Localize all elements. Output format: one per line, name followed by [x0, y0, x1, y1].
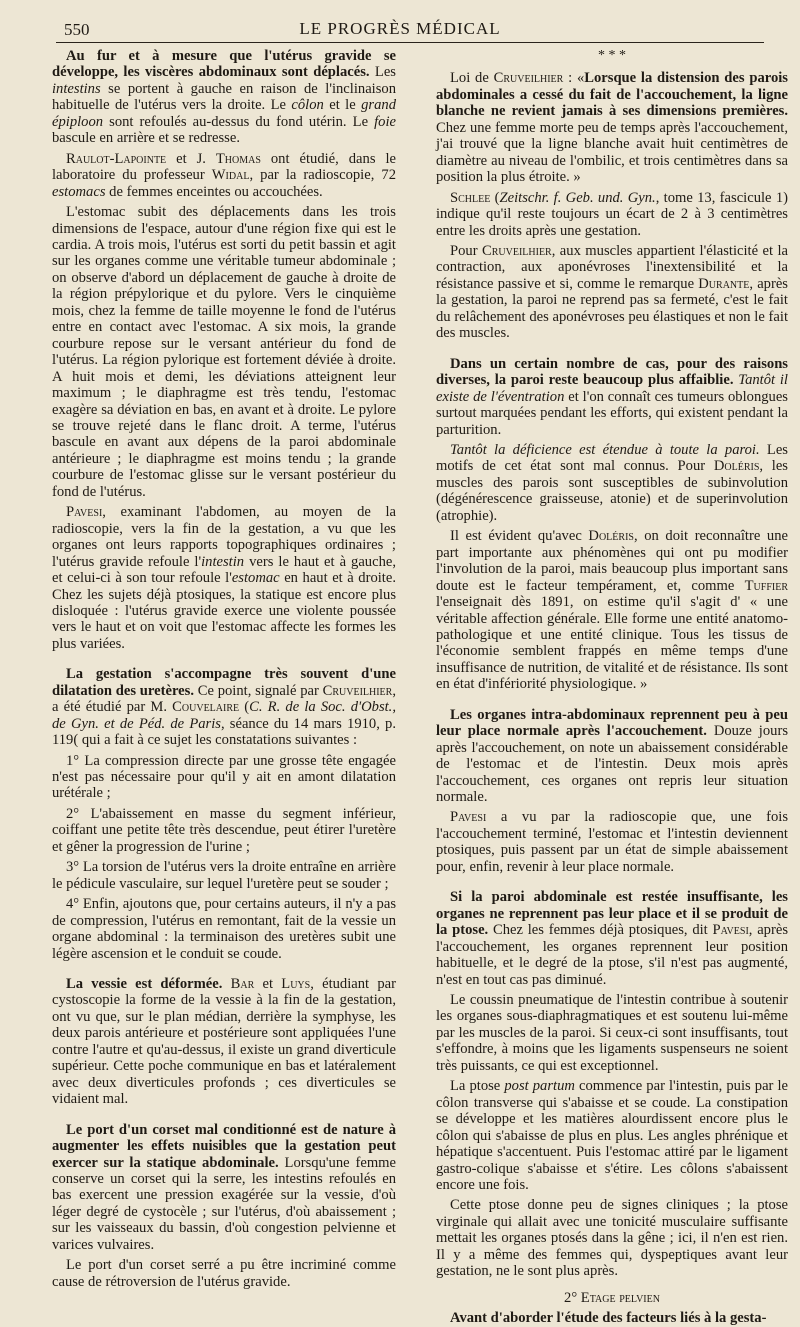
paragraph — [52, 48, 396, 147]
text: et — [254, 976, 282, 993]
author-name: Cruveilhier — [322, 682, 393, 699]
paragraph: Cette ptose donne peu de signes cliniques ; la ptose virginale qui allait avec une tonicité musculaire suffisante mettait les organes ptosés dans la gêne ; ici, il n'en est rien. Il y a même des femmes qui, dyspeptiques avant leur gestation, ne le sont plus après. — [436, 1197, 788, 1280]
text: Il est évident qu'avec — [450, 528, 589, 545]
text: de femmes enceintes ou accouchées. — [105, 183, 323, 200]
paragraph — [436, 707, 788, 806]
text: bascule en arrière et se redresse. — [52, 130, 240, 147]
text: Pour — [450, 242, 482, 259]
paragraph — [436, 889, 788, 988]
bold-lead: Dans un certain nombre de cas, pour des raisons diverses, la paroi reste beaucoup plus affaiblie. — [436, 355, 788, 389]
text: , a été étudié par M. — [52, 682, 396, 716]
italic-term: foie — [374, 113, 396, 130]
text: et le — [323, 97, 362, 114]
list-item: 2° L'abaissement en masse du segment inférieur, coiffant une petite tête très descendue, peut étirer l'uretère et gêner la progression de l'urine ; — [52, 805, 396, 855]
italic-term: estomacs — [52, 183, 106, 200]
text: Les — [369, 64, 396, 81]
paragraph — [52, 976, 396, 1108]
section-title: 2° Etage pelvien — [564, 1289, 660, 1306]
text: , tome 13, fascicule 1) indique qu'il reste toujours un écart de 2 à 3 centimètres entre les droits après une gestation. — [436, 189, 788, 239]
paragraph — [436, 809, 788, 875]
text: se portent à gauche en raison de l'inclinaison habituelle de l'utérus vers la droite. Le — [52, 80, 396, 114]
citation: Zeitschr. f. Geb. und. Gyn. — [499, 189, 656, 206]
paragraph — [436, 528, 788, 693]
page-header — [0, 0, 800, 46]
paragraph — [436, 243, 788, 342]
paragraph — [436, 190, 788, 239]
author-name: Cruveilhier — [493, 70, 564, 87]
text: ( — [239, 699, 250, 716]
text: , séance du 14 mars 1910, p. 119( qui a fait à ce sujet les constatations suivantes : — [52, 715, 396, 749]
author-name: Schlee — [450, 189, 491, 206]
text — [222, 976, 230, 992]
text: Chez une femme morte peu de temps après l'accouchement, j'ai trouvé que la ligne blanche avait huit centimètres de diamètre au niveau de l'ombilic, et trois centimètres dans sa position la plus étroite. » — [436, 119, 788, 186]
paragraph — [52, 151, 396, 200]
text: en haut et à droite. Chez les sujets déjà ptosiques, la statique est encore plus disloquée : l'utérus gravide exerce une violente poussée vers le haut et on voit que l'estomac affecte les formes les plus variées. — [52, 570, 396, 652]
citation: C. R. de la Soc. d'Obst., de Gyn. et de Péd. de Paris — [52, 699, 396, 732]
author-name: Doléris — [713, 458, 760, 475]
italic-term: estomac — [231, 570, 280, 587]
text: La ptose — [450, 1078, 505, 1095]
paragraph: Le port d'un corset serré a pu être incriminé comme cause de rétroversion de l'utérus gravide. — [52, 1257, 396, 1290]
text: et l'on connaît ces tumeurs oblongues surtout marquées pendant les efforts, qui existent pendant la parturition. — [436, 388, 788, 438]
list-item: 4° Enfin, ajoutons que, pour certains auteurs, il n'y a pas de compression, l'utérus en remontant, fait de la vessie un organe abdominal : la terminaison des uretères subit une légère ascension et le conduit se coude. — [52, 896, 396, 962]
text: l'enseignait dès 1891, on estime qu'il s'agit d' « une véritable affection générale. Elle forme une entité anatomo-pathologique et une entité clinique. Tous les tissus de l'économie semblent frappés en même temps d'une insuffisance de nutrition, de vitalité et de résistance. Ils sont en état d'infériorité physiologique. » — [436, 594, 788, 693]
page-number: 550 — [64, 20, 90, 39]
author-name: Thomas — [215, 150, 261, 167]
author-name: Couvelaire — [172, 699, 240, 716]
left-column — [52, 48, 397, 1290]
text: Ce point, signalé par — [193, 682, 323, 699]
bold-lead: Avant d'aborder l'étude des facteurs liés à la gesta- — [450, 1310, 767, 1327]
author-name: Luys — [281, 976, 311, 993]
text: , après la gestation, la paroi ne reprend pas sa fermeté, c'est le fait du relâchement des aponévroses peu élastiques et non le fait des muscles. — [436, 275, 788, 342]
text: sont refoulés au-dessus du fond utérin. Le — [103, 113, 375, 130]
text: , les muscles des parois sont susceptibles de subinvolution (dégénérescence graisseuse, atonie) et de superinvolution (atrophie). — [436, 458, 788, 524]
paragraph — [436, 1310, 788, 1326]
author-name: Bar — [230, 976, 255, 993]
text: , étudiant par cystoscopie la forme de la vessie à la fin de la gestation, ont vu que, sur le plan médian, derrière la symphyse, les deux parois antérieure et postérieure sont appliquées l'une contre l'autre et qu'au-dessus, il existe un grand diverticule supérieur. Cette poche communique en bas et latéralement avec deux diverticules profonds ; ces diverticules se vidaient mal. — [52, 976, 396, 1108]
paragraph — [52, 666, 396, 748]
author-name: Cruveilhier — [482, 242, 552, 259]
text: et J. — [166, 150, 216, 167]
paragraph — [436, 356, 788, 438]
text: , après l'accouchement, les organes reprennent leur position habituelle, et le degré de la ptose, s'il n'est pas augmenté, n'est en tout cas pas diminué. — [436, 922, 788, 988]
text: : « — [563, 70, 585, 87]
section-stars: * * * — [598, 48, 626, 63]
author-name: Tuffier — [744, 577, 788, 594]
list-item: 1° La compression directe par une grosse tête engagée n'est pas nécessaire pour qu'il y ait en amont dilatation urétérale ; — [52, 752, 396, 802]
bold-lead: La gestation s'accompagne très souvent d'une dilatation des uretères. — [52, 666, 396, 699]
italic-term: côlon — [291, 97, 324, 114]
italic-term: Tantôt il existe de l'éventration — [436, 372, 788, 405]
text: Lorsqu'une femme conserve un corset qui la serre, les intestins refoulés en bas exercent une pression exagérée sur la vessie, d'où léger degré de cystocèle ; sur l'utérus, d'où abaissement ; sur les vaisseaux du bassin, d'où congestion pelvienne et varices vulvaires. — [52, 1154, 396, 1253]
author-name: Durante — [698, 275, 750, 292]
text: Les motifs de cet état sont mal connus. Pour — [436, 441, 788, 475]
italic-term: intestins — [52, 80, 101, 97]
paragraph — [436, 1078, 788, 1193]
italic-term: intestin — [201, 553, 245, 570]
text: , on doit reconnaître une part importante aux phénomènes qui ont pu modifier l'involution de la paroi, mais beaucoup plus important sans doute est le facteur tempérament, et, comme — [436, 528, 788, 594]
list-item: 3° La torsion de l'utérus vers la droite entraîne en arrière le pédicule vasculaire, sur lequel l'uretère peut se souder ; — [52, 859, 396, 892]
text: ( — [490, 189, 500, 206]
italic-term: Tantôt la déficience est étendue à toute la paroi. — [450, 441, 760, 458]
running-title: LE PROGRÈS MÉDICAL — [299, 19, 501, 38]
text: , par la radioscopie, 72 — [249, 167, 397, 184]
text: vers le haut et à gauche, et celui-ci à son tour refoule l' — [52, 553, 397, 587]
section-heading — [436, 1290, 788, 1306]
bold-lead: La vessie est déformée. — [66, 976, 223, 993]
author-name: Widal — [211, 167, 250, 184]
right-column — [436, 48, 789, 1327]
italic-term: grand épiploon — [52, 97, 396, 130]
paragraph: Le coussin pneumatique de l'intestin contribue à soutenir les organes sous-diaphragmatiques et est soutenu lui-même par les muscles de la paroi. Si ceux-ci sont insuffisants, tout s'effondre, à moins que les ligaments suspenseurs ne soient très puissants, ce qui est exceptionnel. — [436, 992, 788, 1074]
paragraph — [436, 442, 788, 524]
bold-lead: Si la paroi abdominale est restée insuffisante, les organes ne reprennent pas leur place et il se produit de la ptose. — [436, 889, 788, 939]
text: Douze jours après l'accouchement, on note un abaissement considérable de l'estomac et de l'intestin. Deux mois après l'accouchement, ces organes ont repris leur situation normale. — [436, 723, 788, 806]
author-name: Pavesi — [712, 922, 749, 939]
paragraph — [436, 70, 788, 185]
bold-lead: Lorsque la distension des parois abdominales a cessé du fait de l'accouchement, la ligne blanche ne revient jamais à ses dimensions premières. — [436, 70, 788, 120]
paragraph — [52, 504, 396, 652]
author-name: Pavesi — [66, 504, 103, 521]
author-name: Raulot-Lapointe — [66, 150, 167, 167]
bold-lead: Le port d'un corset mal conditionné est de nature à augmenter les effets nuisibles que la gestation peut exercer sur la statique abdominale. — [52, 1121, 396, 1171]
text: commence par l'intestin, puis par le côlon transverse qui s'abaisse et se coude. La constipation se développe et les matières alourdissent encore plus le côlon qui s'abaisse de plus en plus. Les angles phrénique et hépatique s'accentuent. Puis l'estomac attiré par le ligament gastro-colique s'abaisse et s'étire. Les côlons s'abaissent encore une fois. — [436, 1078, 789, 1193]
text: ont étudié, dans le laboratoire du professeur — [52, 150, 396, 184]
text: a vu par la radioscopie que, une fois l'accouchement terminé, l'estomac et l'intestin deviennent ptosiques, puis passent par un état de simple abaissement pour, enfin, revenir à leur place normale. — [436, 809, 788, 875]
header-rule — [56, 42, 764, 43]
text: Chez les femmes déjà ptosiques, dit — [488, 922, 713, 939]
text: Loi de — [450, 70, 494, 87]
italic-term: post partum — [504, 1078, 575, 1095]
bold-lead: Au fur et à mesure que l'utérus gravide se développe, les viscères abdominaux sont déplacés. — [52, 48, 396, 81]
author-name: Doléris — [588, 528, 634, 545]
bold-lead: Les organes intra-abdominaux reprennent peu à peu leur place normale après l'accouchement. — [436, 706, 788, 740]
author-name: Pavesi — [450, 809, 487, 826]
text: , aux muscles appartient l'élasticité et la contraction, aux aponévroses l'inextensibilité et la résistance passive et si, comme le remarque — [436, 242, 788, 292]
text: , examinant l'abdomen, au moyen de la radioscopie, vers la fin de la gestation, a vu que les organes ont leurs rapports topographiques ordinaires ; l'utérus gravide refoule l' — [52, 504, 396, 570]
paragraph: L'estomac subit des déplacements dans les trois dimensions de l'espace, autour d'une région fixe qui est le cardia. A trois mois, l'utérus est sorti du petit bassin et agit sur les organes comme une véritable tumeur abdominale ; on observe d'abord un déplacement de gauche à droite de la région prépylorique et du pylore. Vers le cinquième mois, chez la femme de taille moyenne le fond de l'utérus entre en contact avec l'estomac. A six mois, la grande courbure repose sur le versant antérieur du fond de l'utérus. La région pylorique est fortement déviée à droite. A huit mois et demi, les déviations atteignent leur maximum ; le diaphragme est très tendu, l'estomac exagère sa déviation en bas, en avant et à droite. Le pylore se trouve rejeté dans le flanc droit. A terme, l'utérus bascule en avant aux dépens de la paroi abdominale antérieure ; le diaphragme est moins tendu ; la grande courbure de l'estomac glisse sur le versant postérieur du fond de l'utérus. — [52, 204, 396, 500]
paragraph — [52, 1122, 396, 1254]
